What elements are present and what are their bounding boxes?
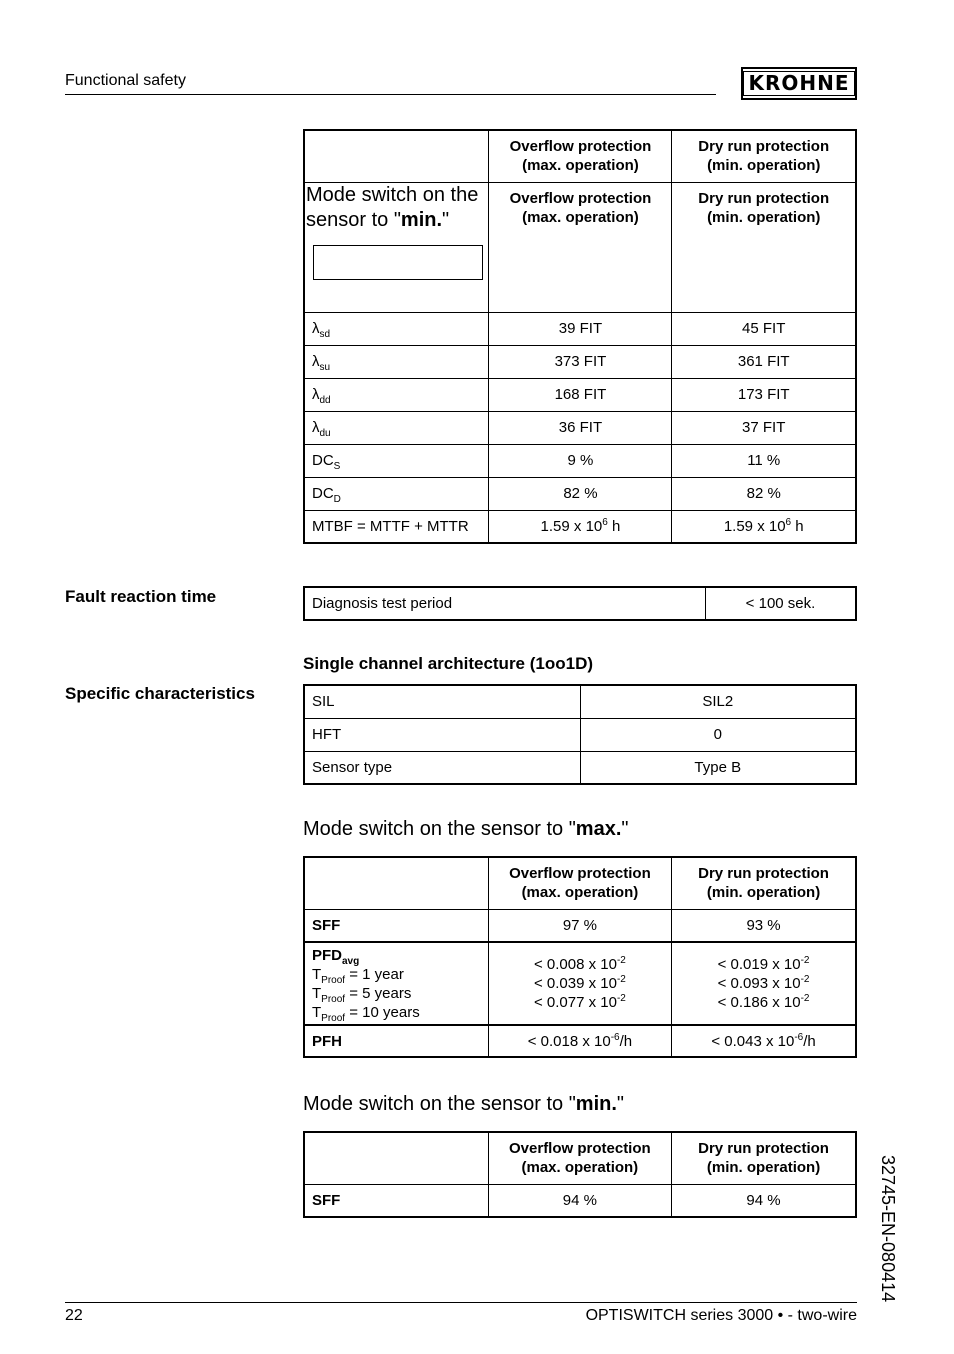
pfd-label-cell: $PFD_{avg}$ $T_{Proof} = 1$ year $T_{Proof} = 5$ years $T_{Proof} = 10$ years [304, 942, 488, 1025]
sff-value-dryrun: 93 % [672, 909, 856, 942]
parameter-label: $DC_S$ [304, 444, 489, 477]
characteristic-value: SIL2 [580, 685, 856, 718]
characteristics-table [303, 684, 857, 785]
sub-header-dryrun: Dry run protection (min. operation) [672, 182, 856, 312]
table-row [304, 444, 856, 477]
footer-product: OPTISWITCH series 3000 • - two-wire [585, 1307, 857, 1324]
fault-reaction-heading: Fault reaction time [65, 587, 217, 606]
mode-switch-cell: Mode switch on the sensor to "min." [304, 182, 489, 312]
empty-corner-cell [304, 857, 488, 909]
proof-line-1: $T_{Proof} = 1$ year [312, 965, 404, 986]
header-rule [65, 94, 716, 95]
sff-value-overflow: 94 % [488, 1184, 671, 1217]
characteristic-value: Type B [580, 751, 856, 784]
value-overflow: 9 % [489, 444, 672, 477]
max-mode-table [303, 856, 857, 1058]
page-number: 22 [65, 1307, 83, 1324]
value-overflow: 36 FIT [489, 411, 672, 444]
parameter-label: $\lambda_{su}$ [304, 345, 489, 378]
parameter-label: $DC_D$ [304, 477, 489, 510]
col-header-overflow: Overflow protection (max. operation) [489, 130, 672, 182]
pfh-value-overflow: < 0.018 x $10^{-6}/h$ [488, 1025, 671, 1057]
sub-header-overflow: Overflow protection (max. operation) [489, 182, 672, 312]
pfh-value-dryrun: < 0.043 x $10^{-6}/h$ [672, 1025, 856, 1057]
empty-corner-cell [304, 130, 489, 182]
sff-value-overflow: 97 % [488, 909, 671, 942]
document-code: 32745-EN-080414 [878, 1155, 898, 1303]
col-header-overflow: Overflow protection (max. operation) [488, 1132, 671, 1184]
empty-corner-cell [304, 1132, 488, 1184]
mode-switch-box [313, 245, 483, 280]
value-overflow: 82 % [489, 477, 672, 510]
specific-heading: Specific characteristics [65, 684, 255, 703]
col-header-dryrun: Dry run protection (min. operation) [672, 1132, 856, 1184]
value-dryrun: 173 FIT [672, 378, 856, 411]
min-mode-title: Mode switch on the sensor to "min." [303, 1093, 625, 1115]
krohne-logo [741, 67, 857, 100]
diagnosis-value: < 100 sek. [706, 587, 857, 620]
table-row [304, 685, 856, 718]
col-header-dryrun: Dry run protection (min. operation) [672, 857, 856, 909]
value-dryrun: 45 FIT [672, 312, 856, 345]
table-row [304, 718, 856, 751]
mtbf-label: MTBF = MTTF + MTTR [304, 510, 489, 543]
col-header-overflow: Overflow protection (max. operation) [488, 857, 671, 909]
sff-label: SFF [304, 909, 488, 942]
value-dryrun: 37 FIT [672, 411, 856, 444]
fault-reaction-table [303, 586, 857, 621]
proof-line-3: $T_{Proof} = 10$ years [312, 1003, 420, 1024]
table-row [304, 477, 856, 510]
diagnosis-label: Diagnosis test period [304, 587, 706, 620]
characteristic-label: HFT [304, 718, 580, 751]
value-overflow: 39 FIT [489, 312, 672, 345]
table-row [304, 411, 856, 444]
table-row [304, 378, 856, 411]
table-row [304, 751, 856, 784]
failure-rate-table [303, 129, 857, 544]
mtbf-value-dryrun: 1.59 x $10^6$ h [672, 510, 856, 543]
parameter-label: $\lambda_{dd}$ [304, 378, 489, 411]
max-mode-title: Mode switch on the sensor to "max." [303, 818, 629, 840]
running-header: Functional safety [65, 72, 186, 89]
value-dryrun: 361 FIT [672, 345, 856, 378]
pfd-values-dryrun: < 0.019 x $10^{-2}$ < 0.093 x $10^{-2}$ < 0.186 x $10^{-2}$ [672, 942, 856, 1025]
table-row [304, 345, 856, 378]
table-row [304, 312, 856, 345]
proof-line-2: $T_{Proof} = 5$ years [312, 984, 412, 1005]
value-overflow: 373 FIT [489, 345, 672, 378]
value-dryrun: 82 % [672, 477, 856, 510]
logo-text: KROHNE [743, 71, 854, 96]
sff-value-dryrun: 94 % [672, 1184, 856, 1217]
pfd-values-overflow: < 0.008 x $10^{-2}$ < 0.039 x $10^{-2}$ < 0.077 x $10^{-2}$ [488, 942, 671, 1025]
mtbf-value-overflow: 1.59 x $10^6$ h [489, 510, 672, 543]
characteristic-label: Sensor type [304, 751, 580, 784]
architecture-heading: Single channel architecture (1oo1D) [303, 654, 594, 673]
col-header-dryrun: Dry run protection (min. operation) [672, 130, 856, 182]
characteristic-label: SIL [304, 685, 580, 718]
parameter-label: $\lambda_{du}$ [304, 411, 489, 444]
footer-rule [65, 1302, 857, 1303]
sff-label: SFF [304, 1184, 488, 1217]
min-mode-table [303, 1131, 857, 1218]
pfh-label: PFH [304, 1025, 488, 1057]
characteristic-value: 0 [580, 718, 856, 751]
value-overflow: 168 FIT [489, 378, 672, 411]
value-dryrun: 11 % [672, 444, 856, 477]
parameter-label: $\lambda_{sd}$ [304, 312, 489, 345]
